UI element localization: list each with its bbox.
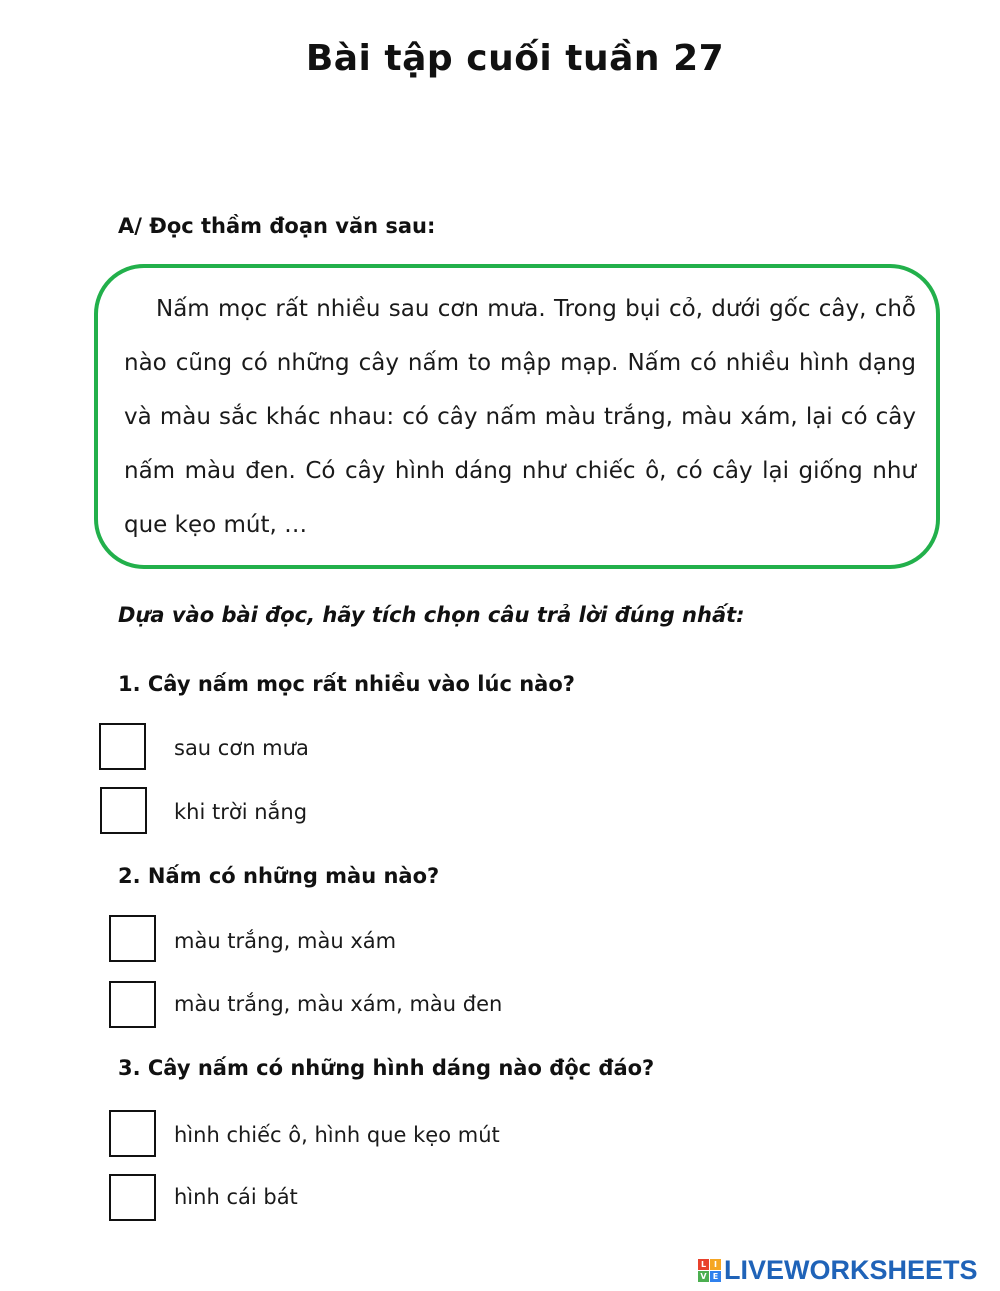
q3-option-1-label: hình chiếc ô, hình que kẹo mút bbox=[174, 1123, 500, 1147]
passage-text: Nấm mọc rất nhiều sau cơn mưa. Trong bụi cỏ, dưới gốc cây, chỗ nào cũng có những cây nấm to mập mạp. Nấm có nhiều hình dạng và màu sắc khác nhau: có cây nấm màu trắng, màu xám, lại có cây nấm màu đen. Có cây hình dáng như chiếc ô, có cây lại giống như que kẹo mút, … bbox=[124, 296, 916, 538]
checkbox-q3-option-2[interactable] bbox=[109, 1174, 156, 1221]
q1-option-2-label: khi trời nắng bbox=[174, 800, 308, 824]
q1-option-1-label: sau cơn mưa bbox=[174, 736, 309, 760]
logo-text: LIVEWORKSHEETS bbox=[724, 1254, 978, 1285]
checkbox-q1-option-2[interactable] bbox=[100, 787, 147, 834]
question-1: 1. Cây nấm mọc rất nhiều vào lúc nào? bbox=[118, 672, 575, 696]
q2-option-1-label: màu trắng, màu xám bbox=[174, 929, 397, 953]
instruction-text: Dựa vào bài đọc, hãy tích chọn câu trả lời đúng nhất: bbox=[118, 603, 745, 627]
liveworksheets-logo bbox=[698, 1256, 978, 1284]
question-3: 3. Cây nấm có những hình dáng nào độc đáo? bbox=[118, 1056, 655, 1080]
page-title: Bài tập cuối tuần 27 bbox=[305, 38, 725, 79]
logo-mark-l: L bbox=[698, 1259, 709, 1270]
checkbox-q1-option-1[interactable] bbox=[99, 723, 146, 770]
logo-mark-v: V bbox=[698, 1271, 709, 1282]
checkbox-q2-option-2[interactable] bbox=[109, 981, 156, 1028]
q2-option-2-label: màu trắng, màu xám, màu đen bbox=[174, 992, 503, 1016]
section-a-heading: A/ Đọc thầm đoạn văn sau: bbox=[118, 214, 436, 238]
logo-mark-i: I bbox=[710, 1259, 721, 1270]
q3-option-2-label: hình cái bát bbox=[174, 1185, 298, 1209]
logo-mark-icon bbox=[698, 1259, 721, 1282]
checkbox-q3-option-1[interactable] bbox=[109, 1110, 156, 1157]
logo-mark-e: E bbox=[710, 1271, 721, 1282]
question-2: 2. Nấm có những màu nào? bbox=[118, 864, 440, 888]
checkbox-q2-option-1[interactable] bbox=[109, 915, 156, 962]
